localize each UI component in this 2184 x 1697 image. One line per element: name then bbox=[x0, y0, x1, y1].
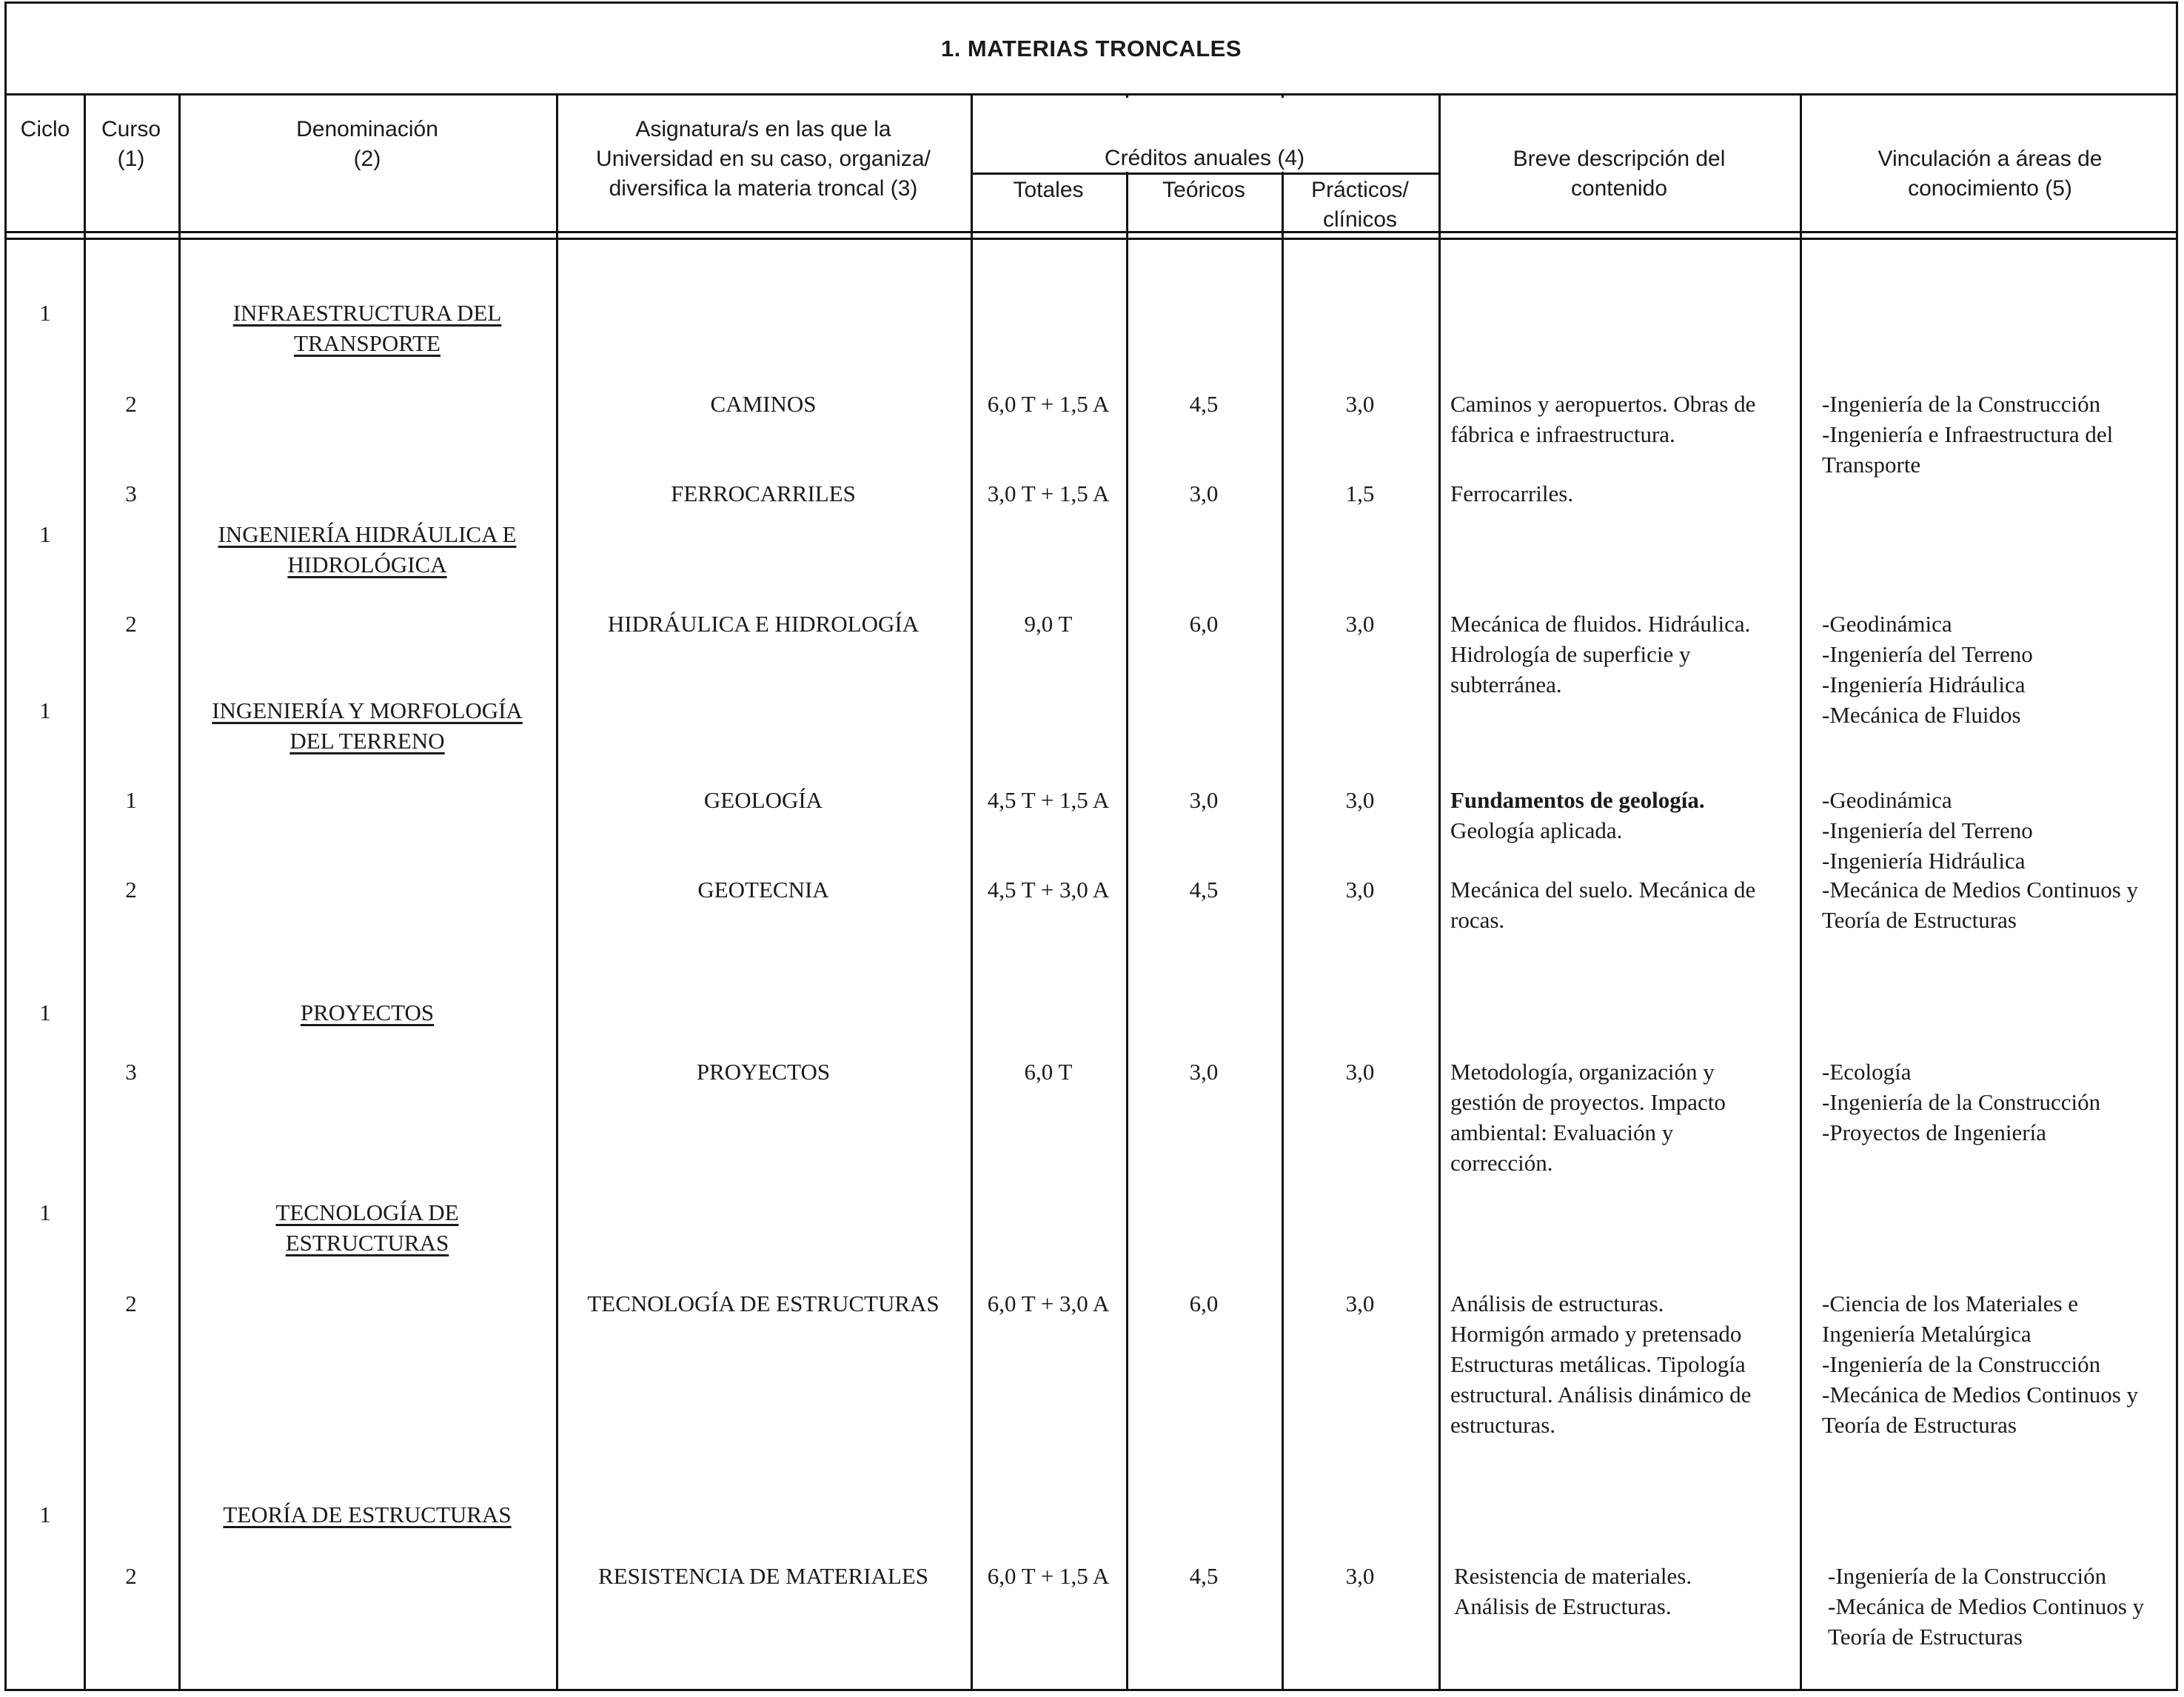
asignatura-practicos: 3,0 bbox=[1345, 611, 1375, 637]
asignatura-totales: 4,5 T + 1,5 A bbox=[987, 787, 1110, 813]
asignatura-teoricos: 3,0 bbox=[1189, 1059, 1219, 1085]
materia-denominacion: INGENIERÍA HIDRÁULICA E HIDROLÓGICA bbox=[218, 521, 517, 578]
materia-denominacion: PROYECTOS bbox=[300, 1000, 435, 1025]
materia-ciclo: 1 bbox=[39, 697, 51, 723]
table-title: 1. MATERIAS TRONCALES bbox=[7, 4, 2176, 96]
asignatura-practicos: 1,5 bbox=[1345, 481, 1375, 506]
asignatura-teoricos: 3,0 bbox=[1189, 787, 1219, 813]
asignatura-curso: 2 bbox=[125, 877, 137, 903]
header-curso: Curso (1) bbox=[101, 117, 161, 171]
asignatura-nombre: TECNOLOGÍA DE ESTRUCTURAS bbox=[587, 1291, 939, 1316]
asignatura-nombre: HIDRÁULICA E HIDROLOGÍA bbox=[607, 611, 920, 637]
materia-denominacion: INGENIERÍA Y MORFOLOGÍA DEL TERRENO bbox=[212, 697, 523, 754]
asignatura-practicos: 3,0 bbox=[1345, 1291, 1375, 1316]
asignatura-practicos: 3,0 bbox=[1345, 1563, 1375, 1589]
asignatura-totales: 6,0 T + 1,5 A bbox=[987, 1563, 1110, 1589]
asignatura-practicos: 3,0 bbox=[1345, 787, 1375, 813]
header-asignatura: Asignatura/s en las que la Universidad en su caso, organiza/ diversifica la materia troncal (3) bbox=[596, 117, 931, 201]
asignatura-practicos: 3,0 bbox=[1345, 391, 1375, 417]
asignatura-practicos: 3,0 bbox=[1345, 877, 1375, 903]
materia-denominacion: TEORÍA DE ESTRUCTURAS bbox=[223, 1502, 512, 1527]
asignatura-curso: 2 bbox=[125, 391, 137, 417]
asignatura-descripcion: Mecánica del suelo. Mecánica de rocas. bbox=[1450, 877, 1756, 933]
materias-troncales-table bbox=[4, 1, 2178, 1691]
materia-denominacion: INFRAESTRUCTURA DEL TRANSPORTE bbox=[232, 300, 502, 356]
header-totales: Totales bbox=[1013, 178, 1084, 202]
asignatura-teoricos: 4,5 bbox=[1189, 391, 1219, 417]
asignatura-vinculacion: -Ciencia de los Materiales e Ingeniería Metalúrgica -Ingeniería de la Construcción -Mecánica de Medios Continuos y Teoría de Estructuras bbox=[1822, 1291, 2139, 1438]
asignatura-vinculacion: -Ecología -Ingeniería de la Construcción -Proyectos de Ingeniería bbox=[1822, 1059, 2101, 1145]
asignatura-vinculacion: -Geodinámica -Ingeniería del Terreno -Ingeniería Hidráulica bbox=[1822, 787, 2033, 874]
asignatura-descripcion: Caminos y aeropuertos. Obras de fábrica e infraestructura. bbox=[1450, 391, 1756, 447]
asignatura-nombre: RESISTENCIA DE MATERIALES bbox=[597, 1563, 929, 1589]
asignatura-nombre: PROYECTOS bbox=[696, 1059, 831, 1085]
materia-ciclo: 1 bbox=[39, 1000, 51, 1025]
asignatura-totales: 6,0 T + 1,5 A bbox=[987, 391, 1110, 417]
asignatura-curso: 3 bbox=[125, 1059, 137, 1085]
asignatura-nombre: GEOLOGÍA bbox=[703, 787, 823, 813]
asignatura-vinculacion: -Ingeniería de la Construcción -Mecánica de Medios Continuos y Teoría de Estructuras bbox=[1828, 1563, 2145, 1650]
asignatura-curso: 2 bbox=[125, 1291, 137, 1316]
asignatura-descripcion: Geología aplicada. bbox=[1450, 817, 1623, 843]
header-denominacion: Denominación (2) bbox=[296, 117, 438, 171]
asignatura-descripcion: Ferrocarriles. bbox=[1450, 481, 1574, 506]
col-divider bbox=[1800, 96, 1802, 1689]
materia-ciclo: 1 bbox=[39, 1199, 51, 1225]
asignatura-vinculacion: -Ingeniería de la Construcción -Ingeniería e Infraestructura del Transporte bbox=[1822, 391, 2114, 478]
asignatura-descripcion: Mecánica de fluidos. Hidráulica. Hidrología de superficie y subterránea. bbox=[1450, 611, 1751, 697]
asignatura-practicos: 3,0 bbox=[1345, 1059, 1375, 1085]
asignatura-vinculacion: -Geodinámica -Ingeniería del Terreno -Ingeniería Hidráulica -Mecánica de Fluidos bbox=[1822, 611, 2033, 728]
asignatura-totales: 6,0 T + 3,0 A bbox=[987, 1291, 1110, 1316]
header-descripcion: Breve descripción del contenido bbox=[1513, 147, 1726, 201]
asignatura-curso: 2 bbox=[125, 1563, 137, 1589]
header-rule bbox=[7, 238, 2176, 240]
asignatura-totales: 9,0 T bbox=[1024, 611, 1073, 637]
materia-ciclo: 1 bbox=[39, 300, 51, 326]
asignatura-totales: 4,5 T + 3,0 A bbox=[987, 877, 1110, 903]
header-ciclo: Ciclo bbox=[20, 117, 70, 141]
materia-ciclo: 1 bbox=[39, 1502, 51, 1527]
asignatura-descripcion: Análisis de estructuras. Hormigón armado y pretensado Estructuras metálicas. Tipología estructural. Análisis dinámico de estructuras. bbox=[1450, 1291, 1752, 1438]
materia-denominacion: TECNOLOGÍA DE ESTRUCTURAS bbox=[275, 1199, 459, 1256]
asignatura-totales: 3,0 T + 1,5 A bbox=[987, 481, 1110, 506]
col-divider bbox=[1438, 96, 1441, 1689]
header-vinculacion: Vinculación a áreas de conocimiento (5) bbox=[1877, 147, 2103, 201]
asignatura-curso: 3 bbox=[125, 481, 137, 506]
asignatura-vinculacion: -Mecánica de Medios Continuos y Teoría de Estructuras bbox=[1822, 877, 2139, 933]
asignatura-curso: 2 bbox=[125, 611, 137, 637]
header-rule bbox=[7, 231, 2176, 233]
asignatura-descripcion-bold: Fundamentos de geología. bbox=[1450, 787, 1705, 813]
header-creditos: Créditos anuales (4) bbox=[1104, 146, 1305, 170]
asignatura-teoricos: 6,0 bbox=[1189, 611, 1219, 637]
header-teoricos: Teóricos bbox=[1162, 178, 1245, 202]
asignatura-curso: 1 bbox=[125, 787, 137, 813]
asignatura-teoricos: 4,5 bbox=[1189, 1563, 1219, 1589]
asignatura-totales: 6,0 T bbox=[1024, 1059, 1073, 1085]
header-practicos: Prácticos/ clínicos bbox=[1311, 178, 1409, 232]
asignatura-teoricos: 3,0 bbox=[1189, 481, 1219, 506]
materia-ciclo: 1 bbox=[39, 521, 51, 547]
asignatura-teoricos: 6,0 bbox=[1189, 1291, 1219, 1316]
asignatura-nombre: GEOTECNIA bbox=[697, 877, 829, 903]
asignatura-nombre: FERROCARRILES bbox=[671, 481, 856, 506]
asignatura-nombre: CAMINOS bbox=[710, 391, 817, 417]
asignatura-descripcion: Resistencia de materiales. Análisis de Estructuras. bbox=[1454, 1563, 1692, 1619]
asignatura-teoricos: 4,5 bbox=[1189, 877, 1219, 903]
asignatura-descripcion: Metodología, organización y gestión de proyectos. Impacto ambiental: Evaluación y corrección. bbox=[1450, 1059, 1726, 1176]
